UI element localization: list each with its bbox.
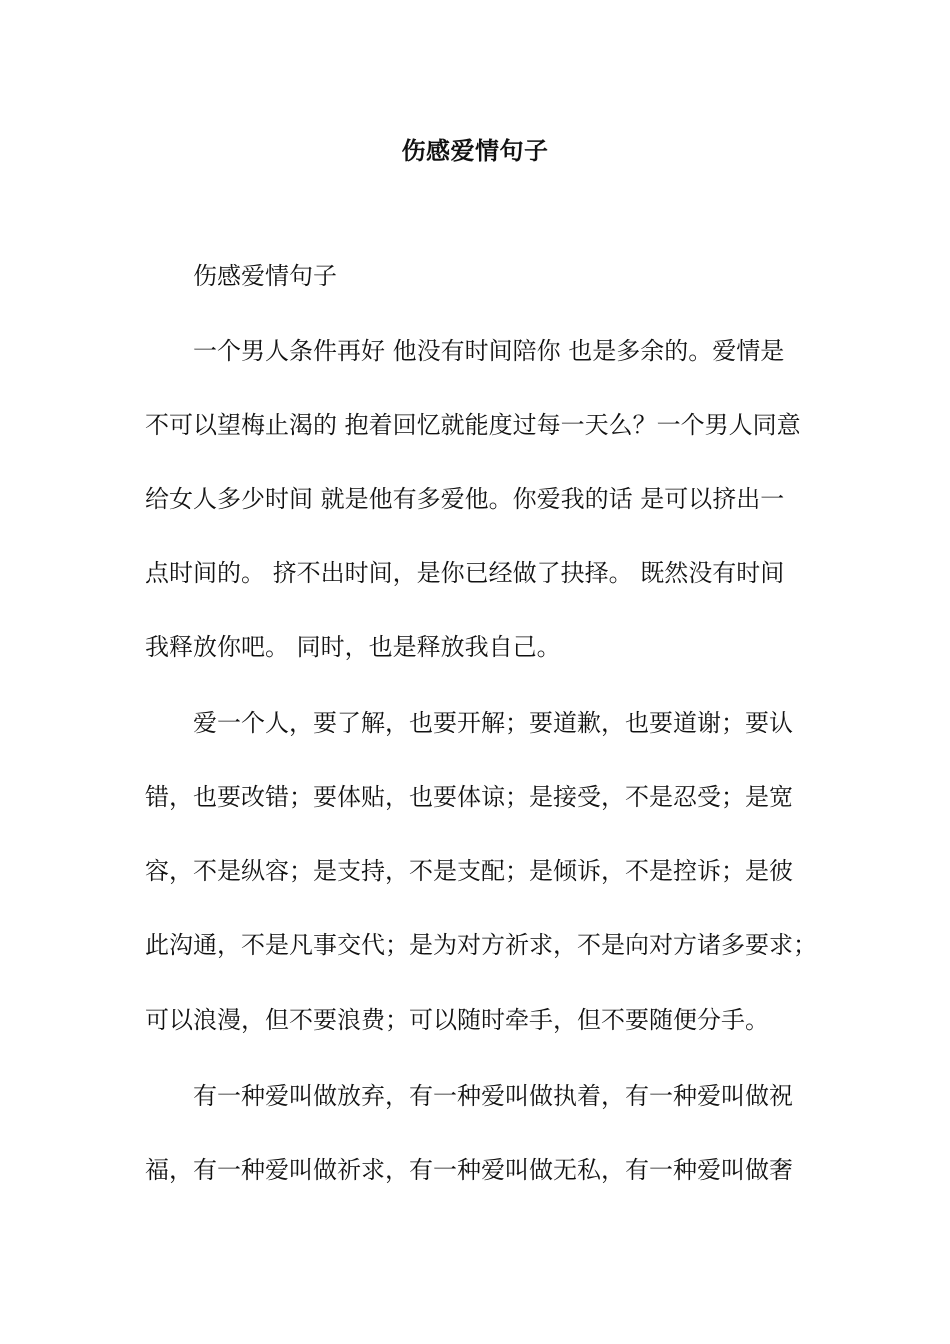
- paragraph-heading-line: 伤感爱情句子: [193, 262, 337, 290]
- paragraph-line: 爱一个人，要了解，也要开解；要道歉，也要道谢；要认: [193, 709, 793, 737]
- paragraph-line: 容，不是纵容；是支持，不是支配；是倾诉，不是控诉；是彼: [145, 857, 793, 885]
- paragraph-line: 此沟通，不是凡事交代；是为对方祈求，不是向对方诸多要求；: [145, 931, 817, 959]
- paragraph-line: 错，也要改错；要体贴，也要体谅；是接受，不是忍受；是宽: [145, 783, 793, 811]
- paragraph-line: 一个男人条件再好 他没有时间陪你 也是多余的。爱情是: [193, 337, 785, 365]
- paragraph-line: 点时间的。 挤不出时间，是你已经做了抉择。 既然没有时间: [145, 559, 785, 587]
- paragraph-line: 不可以望梅止渴的 抱着回忆就能度过每一天么？一个男人同意: [145, 411, 801, 439]
- paragraph-line: 可以浪漫，但不要浪费；可以随时牵手，但不要随便分手。: [145, 1006, 769, 1034]
- document-title: 伤感爱情句子: [401, 136, 549, 165]
- paragraph-line: 我释放你吧。 同时，也是释放我自己。: [145, 633, 561, 661]
- paragraph-line: 给女人多少时间 就是他有多爱他。你爱我的话 是可以挤出一: [145, 485, 785, 513]
- paragraph-line: 有一种爱叫做放弃，有一种爱叫做执着，有一种爱叫做祝: [193, 1082, 793, 1110]
- paragraph-line: 福，有一种爱叫做祈求，有一种爱叫做无私，有一种爱叫做奢: [145, 1156, 793, 1184]
